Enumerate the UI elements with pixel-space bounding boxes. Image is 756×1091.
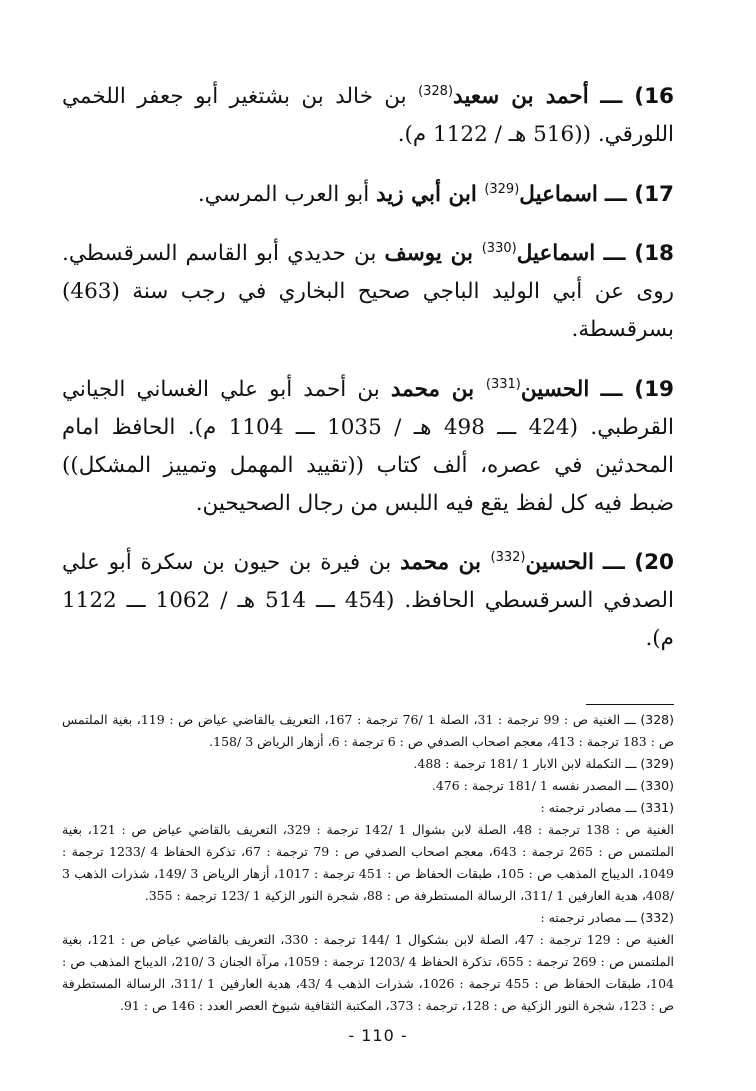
footnote-330	[62, 775, 674, 797]
entry-text: بن حديدي أبو القاسم السرقسطي. روى عن أبي الوليد الباجي صحيح البخاري في رجب سنة (463) بسرقسطة.	[62, 241, 674, 342]
entry-name: الحسين	[525, 550, 594, 575]
footnote-328	[62, 709, 674, 753]
entry-name: اسماعيل	[516, 241, 596, 266]
entry-name: الحسين	[520, 376, 590, 402]
entry-number: 16) ـــ	[600, 83, 674, 109]
entry-text: بن فيرة بن حيون بن سكرة أبو علي الصدفي السرقسطي الحافظ. (454 ـــ 514 هـ / 1062 ـــ 1122 م).	[62, 550, 674, 651]
entry-text: بن أحمد أبو علي الغساني الجياني القرطبي. (424 ـــ 498 هـ / 1035 ـــ 1104 م). الحافظ امام المحدثين في عصره، ألف كتاب ((تقييد المهمل وتمييز المشكل)) ضبط فيه كل لفظ يقع فيه اللبس من رجال الصحيحين.	[62, 376, 674, 516]
footnote-332	[62, 907, 674, 1017]
footnote-number: (330)	[640, 778, 674, 793]
entry-17	[62, 176, 674, 214]
footnote-331	[62, 797, 674, 907]
entry-number: 18) ـــ	[603, 241, 674, 266]
footnote-ref[interactable]: (329)	[484, 181, 520, 197]
entry-19	[62, 371, 674, 523]
footnote-text: ـــ مصادر ترجمته :	[540, 910, 641, 925]
entry-name-continued: بن يوسف	[384, 241, 482, 266]
entry-name: أحمد بن سعيد	[453, 83, 589, 109]
footnotes-section	[62, 709, 674, 1017]
footnote-sources: الغنية ص : 129 ترجمة : 47، الصلة لابن بشكوال 1 /144 ترجمة : 330، التعريف بالقاضي عياض ص : 121، بغية الملتمس ص : 269 ترجمة : 655، تذكرة الحفاظ 4 /1203 ترجمة : 1059، مرآة الجنان 3 /210، الديباج المذهب ص : 104، طبقات الحفاظ ص : 455 ترجمة : 1026، شذرات الذهب 4 /43، هدية العارفين 1 /311، الرسالة المستطرفة ص : 123، شجرة النور الزكية ص : 128، ترجمة : 373، المكتبة الثقافية شيوخ العصر العدد : 146 ص : 91.	[62, 932, 674, 1013]
footnote-ref[interactable]: (331)	[485, 376, 521, 392]
page-body	[62, 56, 674, 1017]
footnote-329	[62, 753, 674, 775]
footnote-ref[interactable]: (328)	[418, 83, 454, 99]
footnote-text: ـــ المصدر نفسه 1 /181 ترجمة : 476.	[431, 778, 641, 793]
entry-text: بن خالد بن بشتغير أبو جعفر اللخمي اللورقي. ((516 هـ / 1122 م).	[62, 83, 674, 147]
footnote-text: ـــ التكملة لابن الابار 1 /181 ترجمة : 488.	[413, 756, 641, 771]
footnote-number: (328)	[640, 712, 675, 727]
entry-name: اسماعيل	[519, 181, 598, 207]
footnote-divider	[586, 704, 674, 705]
entry-16	[62, 78, 674, 154]
footnote-number: (332)	[640, 910, 674, 925]
entry-text: أبو العرب المرسي.	[197, 181, 376, 207]
entry-number: 20) ـــ	[602, 550, 675, 575]
entry-18	[62, 235, 674, 349]
footnote-text: ـــ مصادر ترجمته :	[540, 800, 641, 815]
entry-number: 17) ـــ	[604, 181, 674, 207]
entry-name-continued: بن محمد	[400, 550, 491, 575]
entry-name-continued: ابن أبي زيد	[376, 181, 485, 207]
page-number: - 110 -	[348, 1026, 408, 1045]
footnote-sources: الغنية ص : 138 ترجمة : 48، الصلة لابن بشوال 1 /142 ترجمة : 329، التعريف بالقاضي عياض ص : 121، بغية الملتمس ص : 265 ترجمة : 643، معجم اصحاب الصدفي ص : 79 ترجمة : 67، تذكرة الحفاظ 4 /1233 ترجمة : 1049، الديباج المذهب ص : 105، طبقات الحفاظ ص : 451 ترجمة : 1017، أزهار الرياض 3 /149، شذرات الذهب 3 /408، هدية العارفين 1 /311، الرسالة المستطرفة ص : 88، شجرة النور الزكية 1 /123 ترجمة : 355.	[62, 822, 675, 903]
entry-name-continued: بن محمد	[390, 376, 486, 402]
footnote-number: (331)	[640, 800, 674, 815]
footnote-number: (329)	[640, 756, 674, 771]
footnote-ref[interactable]: (330)	[481, 240, 517, 256]
entry-number: 19) ـــ	[600, 376, 674, 402]
entry-20	[62, 544, 674, 658]
footnote-ref[interactable]: (332)	[490, 549, 526, 565]
footnote-text: ـــ الغنية ص : 99 ترجمة : 31، الصلة 1 /76 ترجمة : 167، التعريف بالقاضي عياض ص : 119، بغية الملتمس ص : 183 ترجمة : 413، معجم اصحاب الصدفي ص : 6 ترجمة : 6، أزهار الرياض 3 /158.	[62, 712, 674, 749]
